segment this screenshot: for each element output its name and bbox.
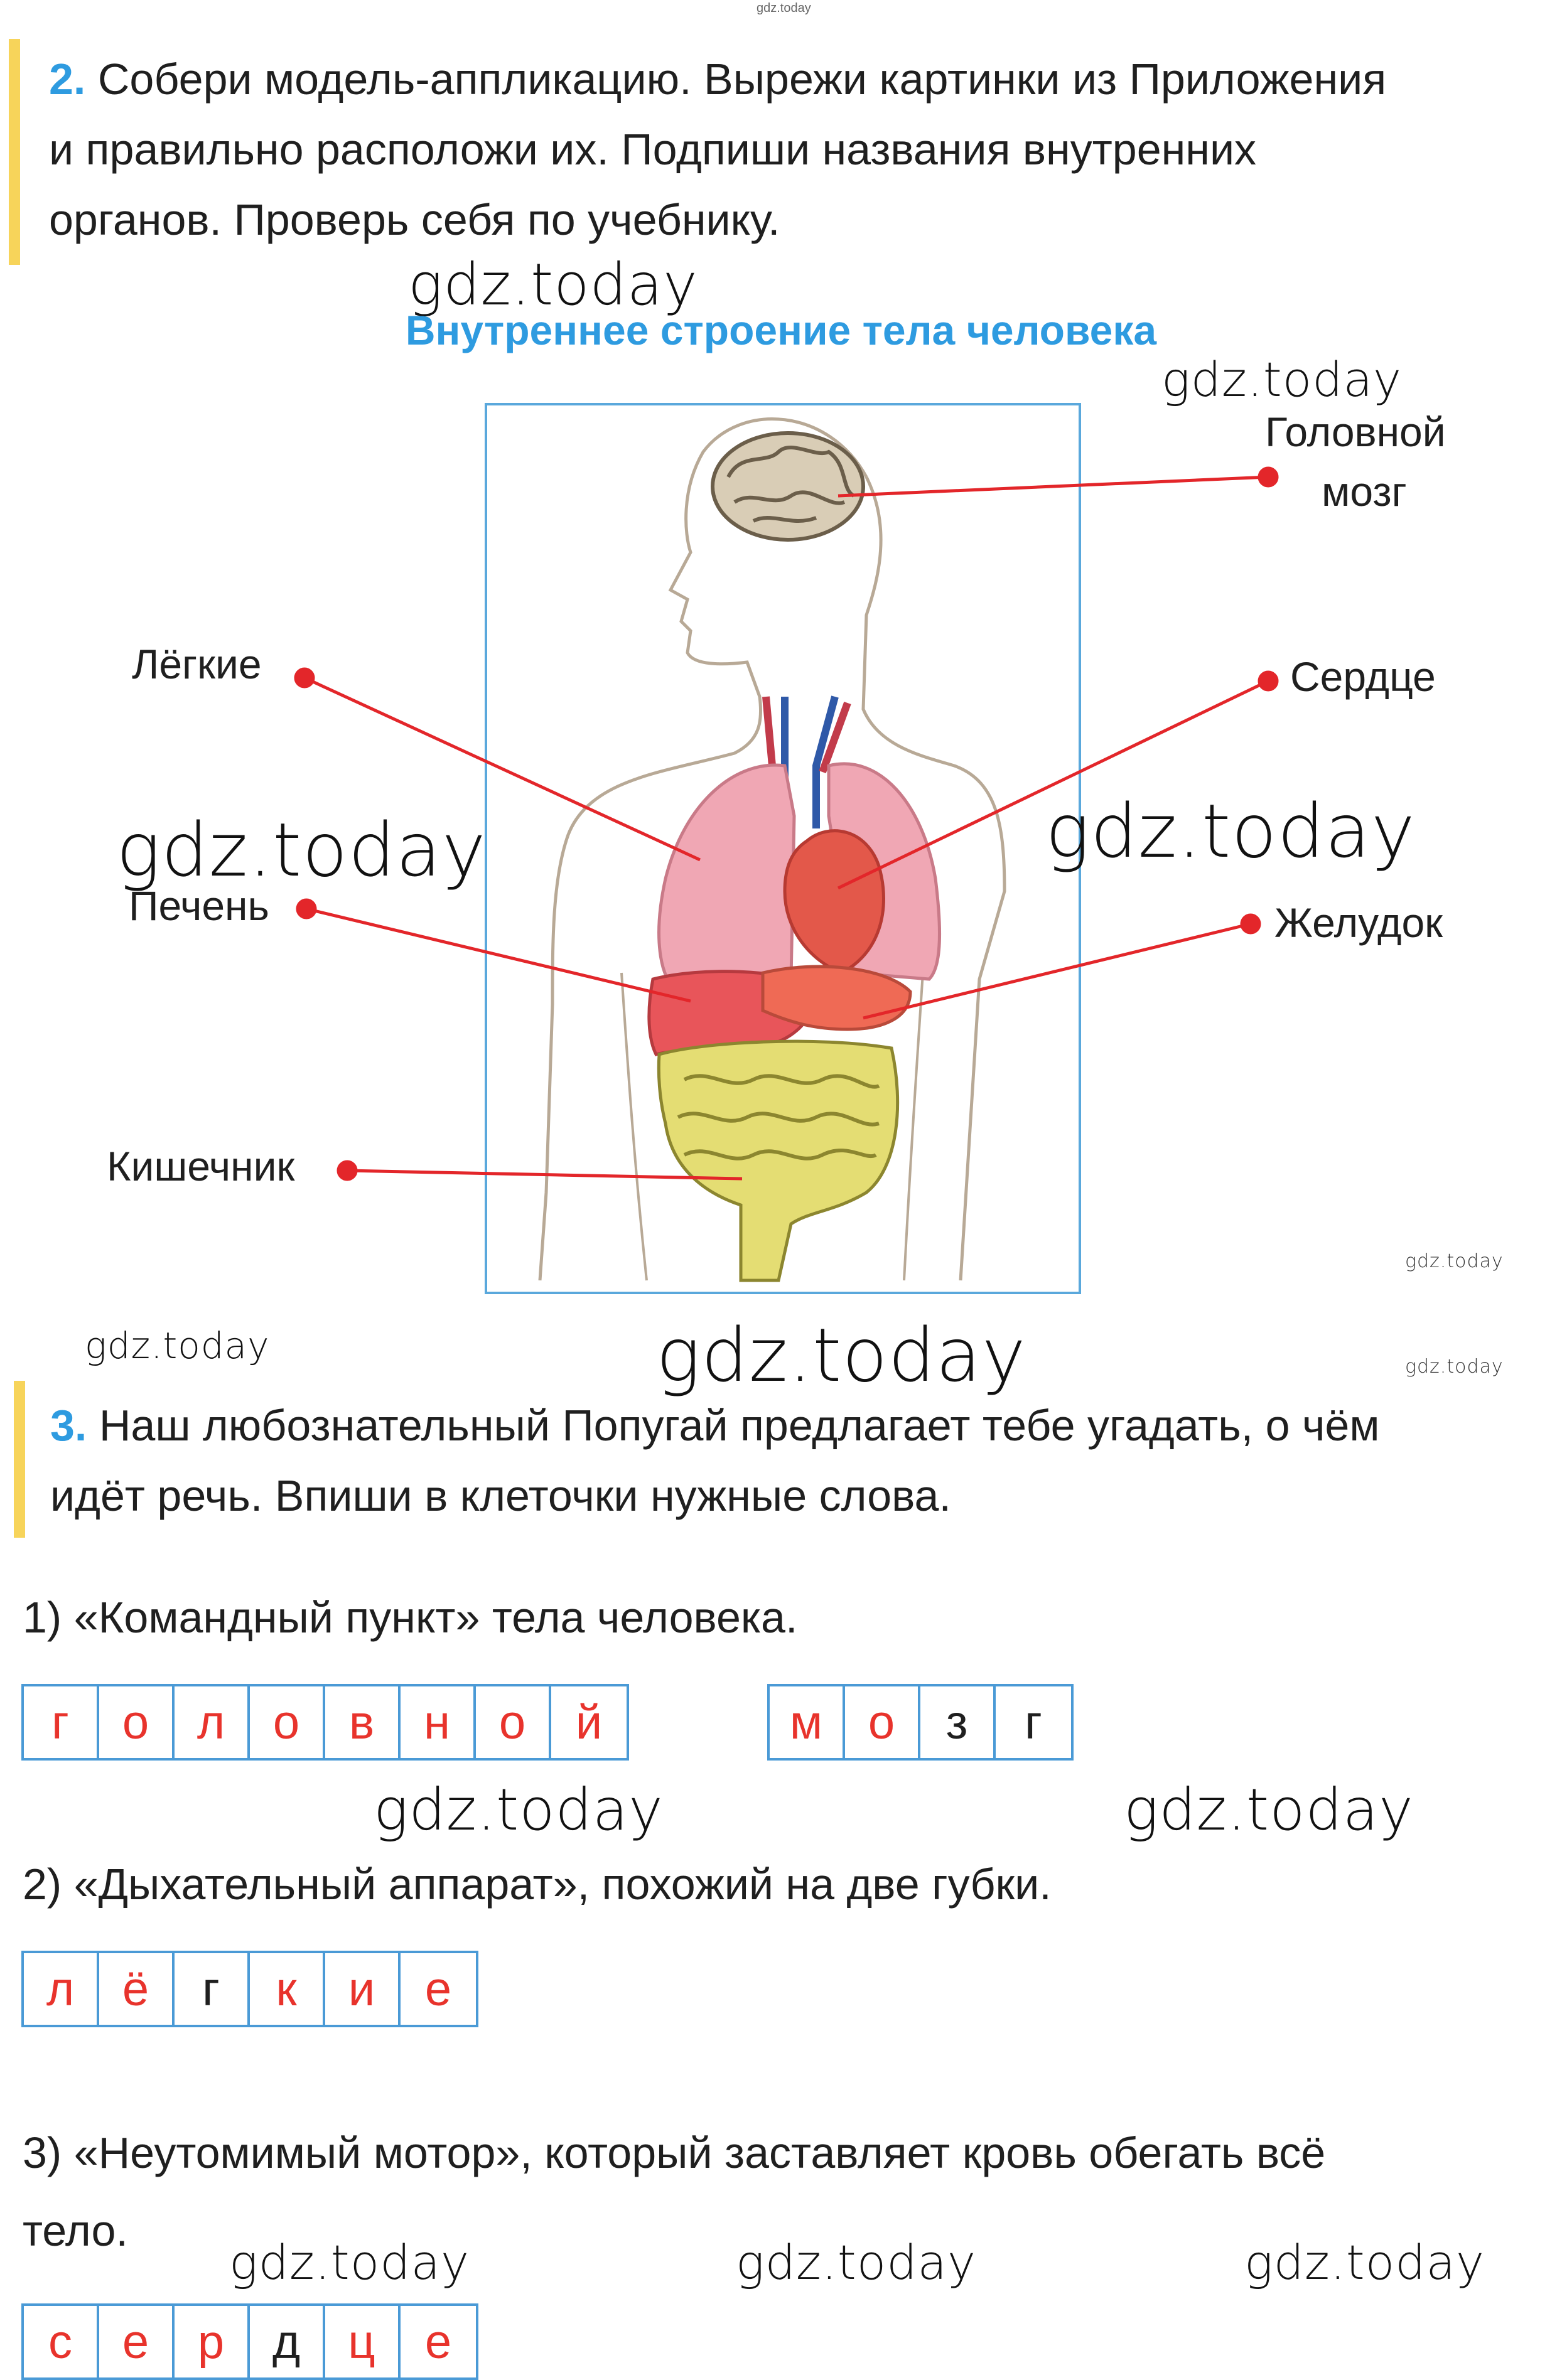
watermark: gdz.today [1244, 2234, 1485, 2290]
letter-cell[interactable]: г [24, 1686, 99, 1758]
letter-cell[interactable]: м [770, 1686, 845, 1758]
letter-cell[interactable]: е [424, 2315, 452, 2369]
watermark: gdz.today [1045, 788, 1416, 874]
letter-cell[interactable]: л [24, 1953, 99, 2025]
letter-cell[interactable]: о [250, 1686, 325, 1758]
task2-number: 2. [49, 55, 86, 104]
letter-cell[interactable]: о [99, 1686, 175, 1758]
letter-cell[interactable]: ц [325, 2306, 401, 2377]
letter-cell[interactable]: д [250, 2306, 325, 2377]
question-3-line-2: тело. [23, 2206, 128, 2255]
label-heart: Сердце [1290, 653, 1436, 700]
watermark: gdz.today [1161, 351, 1402, 407]
answer-1-word-2[interactable] [767, 1684, 1074, 1761]
letter-cell[interactable]: о [476, 1686, 551, 1758]
diagram-title: Внутреннее строение тела человека [405, 307, 1157, 353]
task3-line-2: идёт речь. Впиши в клеточки нужные слова. [50, 1471, 951, 1520]
task2-line-2: и правильно расположи их. Подпиши названия внутренних [49, 125, 1257, 174]
label-intestine: Кишечник [107, 1143, 295, 1189]
letter-cell[interactable]: з [920, 1686, 996, 1758]
letter-cell[interactable]: р [175, 2306, 250, 2377]
letter-cell[interactable]: й [575, 1695, 603, 1749]
watermark: gdz.today [1405, 1250, 1504, 1272]
label-liver: Печень [129, 882, 269, 929]
question-3-line-1: 3) «Неутомимый мотор», который заставляет кровь обегать всё [23, 2128, 1326, 2177]
letter-cell[interactable]: г [1025, 1695, 1042, 1749]
label-brain-2: мозг [1322, 468, 1407, 515]
task3-text [50, 1390, 1526, 1531]
task3-bar [14, 1381, 25, 1538]
question-2: 2) «Дыхательный аппарат», похожий на две губки. [23, 1860, 1052, 1909]
letter-cell[interactable]: с [24, 2306, 99, 2377]
watermark: gdz.today [85, 1324, 270, 1367]
watermark: gdz.today [1124, 1776, 1414, 1843]
watermark: gdz.today [116, 807, 487, 893]
letter-cell[interactable]: е [99, 2306, 175, 2377]
top-watermark: gdz.today [757, 1, 811, 15]
answer-2[interactable] [21, 1951, 478, 2027]
letter-cell[interactable]: ё [99, 1953, 175, 2025]
brain-shape [713, 433, 863, 540]
watermark: gdz.today [229, 2234, 470, 2290]
watermark: gdz.today [1405, 1356, 1504, 1378]
watermark: gdz.today [736, 2234, 976, 2290]
task2-line-1: Собери модель-аппликацию. Вырежи картинки из Приложения [97, 55, 1387, 104]
letter-cell[interactable]: в [325, 1686, 401, 1758]
label-brain-1: Головной [1265, 409, 1446, 455]
task3-line-1: Наш любознательный Попугай предлагает тебе угадать, о чём [99, 1401, 1380, 1450]
label-stomach: Желудок [1274, 899, 1443, 946]
answer-1-word-1[interactable] [21, 1684, 629, 1761]
letter-cell[interactable]: к [250, 1953, 325, 2025]
question-1: 1) «Командный пункт» тела человека. [23, 1593, 798, 1642]
letter-cell[interactable]: и [325, 1953, 401, 2025]
letter-cell[interactable]: о [845, 1686, 920, 1758]
watermark: gdz.today [374, 1776, 664, 1843]
watermark: gdz.today [656, 1312, 1026, 1398]
heart-shape [785, 831, 884, 973]
watermark: gdz.today [408, 251, 698, 318]
intestine-shape [659, 1041, 897, 1280]
letter-cell[interactable]: л [175, 1686, 250, 1758]
task2-line-3: органов. Проверь себя по учебнику. [49, 195, 780, 244]
letter-cell[interactable]: е [424, 1962, 452, 2016]
label-lungs: Лёгкие [132, 641, 262, 687]
task3-number: 3. [50, 1401, 87, 1450]
answer-3[interactable] [21, 2303, 478, 2380]
letter-cell[interactable]: н [401, 1686, 476, 1758]
letter-cell[interactable]: г [175, 1953, 250, 2025]
